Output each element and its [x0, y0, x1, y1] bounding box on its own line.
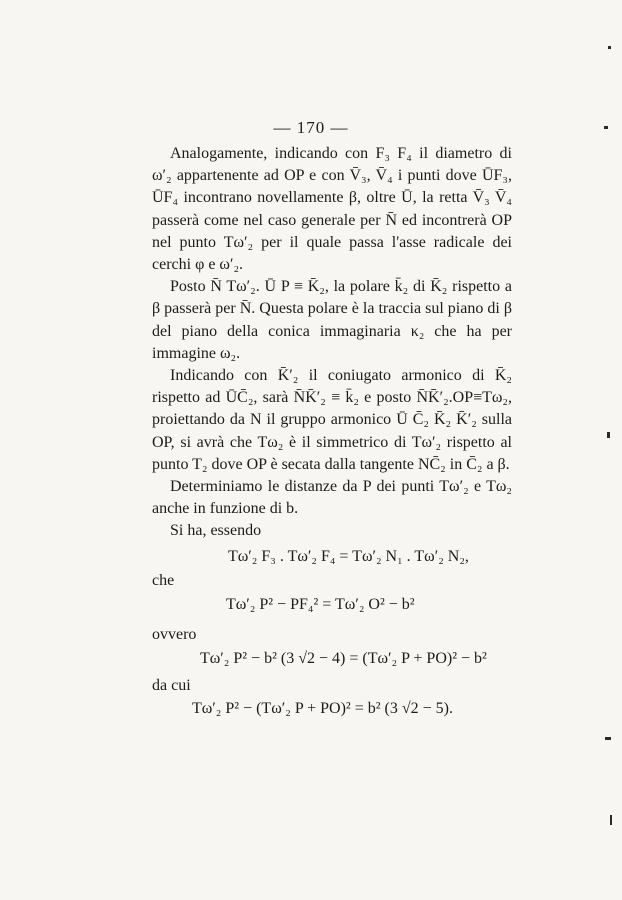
- body-text: [152, 143, 512, 543]
- paragraph: Indicando con K̄′₂ il coniugato armonico di K̄₂ rispetto ad ŪC̄₂, sarà N̄K̄′₂ ≡ k̄₂ e posto N̄K̄′₂.OP≡Tω₂, proiettando da N il gruppo armonico Ū C̄₂ K̄₂ K̄′₂ sulla OP, si avrà che Tω₂ è il simmetrico di Tω′₂ rispetto al punto T₂ dove OP è secata dalla tangente NC̄₂ in C̄₂ a β.: [152, 367, 513, 473]
- paragraph: Posto N̄ Tω′₂. Ū P ≡ K̄₂, la polare k̄₂ di K̄₂ rispetto a β passerà per N̄. Questa polare è la traccia sul piano di β del piano della conica immaginaria κ₂ che ha per immagine ω₂.: [152, 278, 512, 362]
- scan-speck: [605, 737, 611, 740]
- equation: Tω′₂ P² − PF₄² = Tω′₂ O² − b²: [226, 596, 415, 613]
- equation: Tω′₂ P² − b² (3 √2 − 4) = (Tω′₂ P + PO)² − b²: [200, 650, 487, 667]
- scan-speck: [607, 432, 610, 438]
- equation: Tω′₂ P² − (Tω′₂ P + PO)² = b² (3 √2 − 5).: [192, 700, 453, 717]
- paragraph: Determiniamo le distanze da P dei punti Tω′₂ e Tω₂ anche in funzione di b.: [152, 478, 512, 518]
- scan-speck: [604, 126, 608, 129]
- equation: Tω′₂ F₃ . Tω′₂ F₄ = Tω′₂ N₁ . Tω′₂ N₂,: [228, 548, 469, 565]
- scan-speck: [608, 46, 611, 49]
- page-number: — 170 —: [273, 118, 349, 137]
- connector-text: che: [152, 572, 175, 589]
- connector-text: da cui: [152, 677, 191, 694]
- scan-speck: [610, 815, 612, 825]
- connector-text: ovvero: [152, 626, 197, 643]
- paragraph: Analogamente, indicando con F₃ F₄ il diametro di ω′₂ appartenente ad OP e con V̄₃, V̄₄ i punti dove ŪF₃, ŪF₄ incontrano novellamente β, oltre Ū, la retta V̄₃ V̄₄ passerà come nel caso generale per N̄ ed incontrerà OP nel punto Tω′₂ per il quale passa l'asse radicale dei cerchi φ e ω′₂.: [152, 145, 512, 274]
- paragraph: Si ha, essendo: [170, 522, 262, 540]
